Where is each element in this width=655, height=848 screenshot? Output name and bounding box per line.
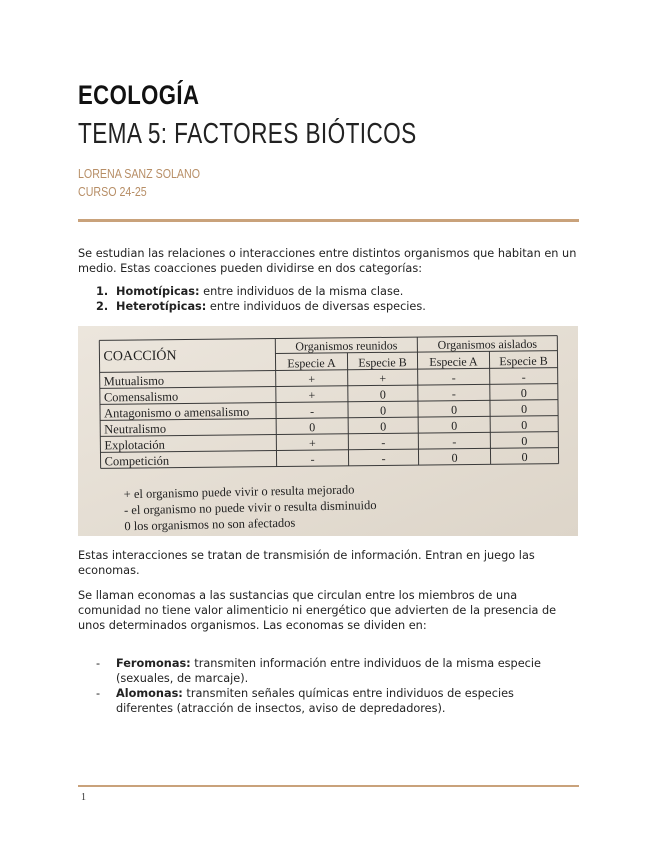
list-item <box>96 686 566 716</box>
list-number: 2. <box>96 300 109 313</box>
legend-line: + el organismo puede vivir o resulta mejorado <box>123 482 355 502</box>
table-cell: 0 <box>450 402 458 417</box>
table-cell: - <box>452 434 457 449</box>
economa-desc: transmiten señales químicas entre individuos de especies diferentes (atracción de insectos, aviso de depredadores). <box>116 687 514 715</box>
table-cell: + <box>308 372 316 387</box>
table-cell: + <box>308 388 316 403</box>
table-cell: 0 <box>520 385 527 400</box>
list-number: 1. <box>96 285 109 298</box>
table-cell: + <box>379 371 387 386</box>
table-cell: - <box>310 452 315 467</box>
header-divider <box>78 219 579 222</box>
table-cell: 0 <box>380 419 387 434</box>
table-row-label: Competición <box>104 453 170 469</box>
legend-line: 0 los organismos no son afectados <box>124 515 296 534</box>
table-cell: 0 <box>379 403 387 418</box>
table-cell: 0 <box>521 449 528 464</box>
table-cell: - <box>381 451 386 466</box>
table-subheader: Especie B <box>358 355 407 370</box>
table-row-label: Explotación <box>104 437 165 453</box>
table-row-label: Neutralismo <box>104 421 167 437</box>
categories-list <box>96 284 426 314</box>
legend-line: - el organismo no puede vivir o resulta disminuido <box>123 497 377 518</box>
table-cell: + <box>308 436 316 451</box>
table-cell: - <box>451 370 456 385</box>
table-cell: 0 <box>451 450 458 465</box>
footer-divider <box>78 785 579 787</box>
table-cell: - <box>381 435 386 450</box>
table-cell: 0 <box>521 417 528 432</box>
table-cell: - <box>309 404 315 419</box>
category-term: Heterotípicas: <box>116 300 207 313</box>
table-cell: 0 <box>309 420 316 435</box>
table-subheader: Especie A <box>287 355 336 371</box>
author-name: LORENA SANZ SOLANO <box>78 166 201 181</box>
table-cell: 0 <box>520 401 528 416</box>
table-cell: 0 <box>521 433 528 448</box>
coaction-table <box>78 326 578 536</box>
category-item <box>96 299 426 314</box>
list-item <box>96 656 566 686</box>
bullet-dash: - <box>96 687 101 700</box>
economas-intro: Estas interacciones se tratan de transmisión de información. Entran en juego las economas. <box>78 549 535 577</box>
coaction-table-photo <box>78 326 578 536</box>
economa-term: Alomonas: <box>116 687 183 700</box>
table-group-header: Organismos reunidos <box>295 338 398 354</box>
table-row-label: Comensalismo <box>103 389 179 405</box>
category-item <box>96 284 426 299</box>
intro-paragraph: Se estudian las relaciones o interacciones entre distintos organismos que habitan en un medio. Estas coacciones pueden dividirse en dos categorías: <box>78 247 577 275</box>
document-title: ECOLOGÍA <box>78 80 200 110</box>
table-row-label: Mutualismo <box>103 373 165 389</box>
bullet-dash: - <box>96 657 101 670</box>
course-label: CURSO 24-25 <box>78 184 147 199</box>
table-cell: 0 <box>451 418 458 433</box>
page-number: 1 <box>81 792 86 803</box>
economas-definition: Se llaman economas a las sustancias que circulan entre los miembros de una comunidad no tiene valor alimenticio ni energético que advierten de la presencia de unos determinados organismos. Las economas se dividen en: <box>78 589 557 632</box>
category-term: Homotípicas: <box>116 285 200 298</box>
economa-term: Feromonas: <box>116 657 191 670</box>
table-subheader: Especie A <box>429 354 478 369</box>
table-group-header: Organismos aislados <box>437 336 538 352</box>
document-subtitle: TEMA 5: FACTORES BIÓTICOS <box>78 118 417 150</box>
table-cell: 0 <box>379 387 386 402</box>
table-cell: - <box>451 386 456 401</box>
table-cell: - <box>521 369 526 384</box>
economa-desc: transmiten información entre individuos de la misma especie (sexuales, de marcaje). <box>116 657 541 685</box>
category-desc: entre individuos de diversas especies. <box>206 300 426 313</box>
table-corner-label: COACCIÓN <box>103 348 177 365</box>
category-desc: entre individuos de la misma clase. <box>199 285 404 298</box>
table-subheader: Especie B <box>499 353 548 369</box>
economas-list <box>96 656 566 716</box>
table-row-label: Antagonismo o amensalismo <box>103 404 250 421</box>
